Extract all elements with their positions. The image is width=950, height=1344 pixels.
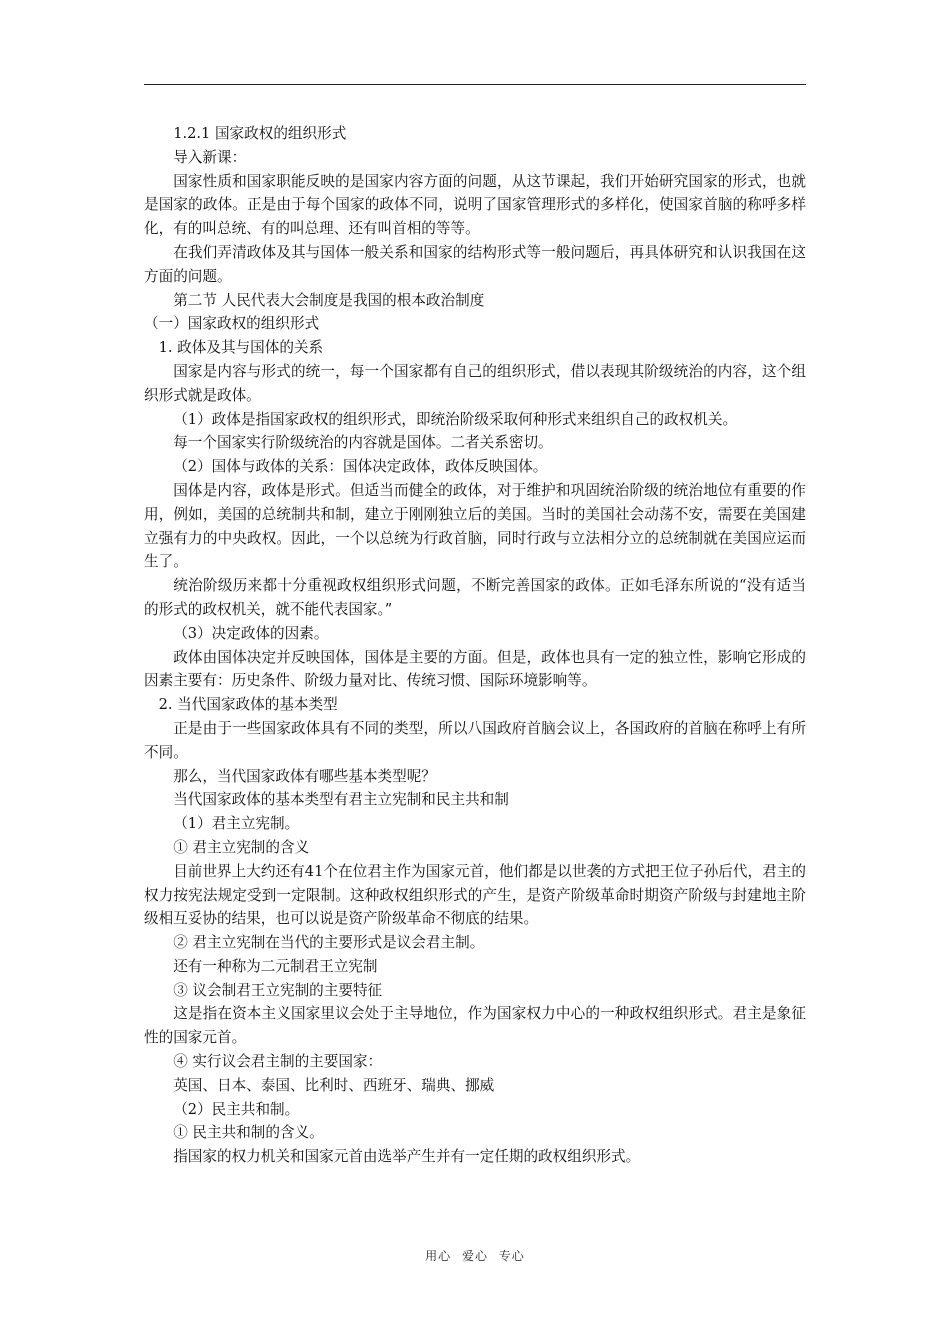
- paragraph: 政体由国体决定并反映国体，国体是主要的方面。但是，政体也具有一定的独立性，影响它形成的因素主要有：历史条件、阶级力量对比、传统习惯、国际环境影响等。: [144, 648, 806, 690]
- topic-heading: 2. 当代国家政体的基本类型: [158, 696, 338, 714]
- paragraph: 每一个国家实行阶级统治的内容就是国体。二者关系密切。: [173, 434, 553, 452]
- page-footer: 用心 爱心 专心: [425, 1249, 525, 1263]
- paragraph: 指国家的权力机关和国家元首由选举产生并有一定任期的政权组织形式。: [173, 1148, 641, 1166]
- paragraph: 在我们弄清政体及其与国体一般关系和国家的结构形式等一般问题后，再具体研究和认识我国在这方面的问题。: [144, 243, 806, 285]
- paragraph: 那么，当代国家政体有哪些基本类型呢？: [173, 767, 436, 785]
- paragraph: （1）政体是指国家政权的组织形式，即统治阶级采取何种形式来组织自己的政权机关。: [173, 410, 738, 428]
- paragraph: （2）民主共和制。: [173, 1100, 300, 1118]
- lesson-title: 1.2.1 国家政权的组织形式: [173, 125, 347, 142]
- paragraph: ① 民主共和制的含义。: [173, 1124, 324, 1142]
- section-heading: 第二节 人民代表大会制度是我国的根本政治制度: [173, 291, 485, 309]
- paragraph: 目前世界上大约还有41个在位君主作为国家元首，他们都是以世袭的方式把王位子孙后代，君主的权力按宪法规定受到一定限制。这种政权组织形式的产生，是资产阶级革命时期资产阶级与封建地主阶级相互妥协的结果，也可以说是资产阶级革命不彻底的结果。: [144, 862, 806, 928]
- paragraph: （1）君主立宪制。: [173, 815, 300, 833]
- paragraph: 国家是内容与形式的统一，每一个国家都有自己的组织形式，借以表现其阶级统治的内容，这个组织形式就是政体。: [144, 362, 806, 404]
- header-rule: [144, 84, 806, 85]
- subsection-heading: （一）国家政权的组织形式: [144, 315, 320, 333]
- paragraph: 国家性质和国家职能反映的是国家内容方面的问题，从这节课起，我们开始研究国家的形式，也就是国家的政体。正是由于每个国家的政体不同，说明了国家管理形式的多样化，使国家首脑的称呼多样化，有的叫总统、有的叫总理、还有叫首相的等等。: [144, 172, 806, 238]
- paragraph: ④ 实行议会君主制的主要国家：: [173, 1053, 383, 1071]
- paragraph: ② 君主立宪制在当代的主要形式是议会君主制。: [173, 934, 485, 952]
- paragraph: 还有一种称为二元制君王立宪制: [173, 957, 378, 975]
- paragraph: ③ 议会制君王立宪制的主要特征: [173, 981, 383, 999]
- paragraph: （2）国体与政体的关系：国体决定政体，政体反映国体。: [173, 458, 548, 476]
- paragraph: 正是由于一些国家政体具有不同的类型，所以八国政府首脑会议上，各国政府的首脑在称呼上有所不同。: [144, 719, 806, 761]
- topic-heading: 1. 政体及其与国体的关系: [158, 339, 324, 357]
- paragraph: （3）决定政体的因素。: [173, 624, 329, 642]
- paragraph: 英国、日本、泰国、比利时、西班牙、瑞典、挪威: [173, 1076, 495, 1094]
- paragraph: 这是指在资本主义国家里议会处于主导地位，作为国家权力中心的一种政权组织形式。君主是象征性的国家元首。: [144, 1005, 806, 1047]
- document-body: [144, 122, 806, 1169]
- paragraph: 国体是内容，政体是形式。但适当而健全的政体，对于维护和巩固统治阶级的统治地位有重要的作用，例如，美国的总统制共和制，建立于刚刚独立后的美国。当时的美国社会动荡不安，需要在美国建立强有力的中央政权。因此，一个以总统为行政首脑，同时行政与立法相分立的总统制就在美国应运而生了。: [144, 481, 806, 571]
- paragraph: 当代国家政体的基本类型有君主立宪制和民主共和制: [173, 791, 509, 809]
- paragraph: 统治阶级历来都十分重视政权组织形式问题，不断完善国家的政体。正如毛泽东所说的“没有适当的形式的政权机关，就不能代表国家。”: [144, 577, 806, 618]
- paragraph: ① 君主立宪制的含义: [173, 838, 310, 856]
- intro-label: 导入新课：: [173, 148, 247, 166]
